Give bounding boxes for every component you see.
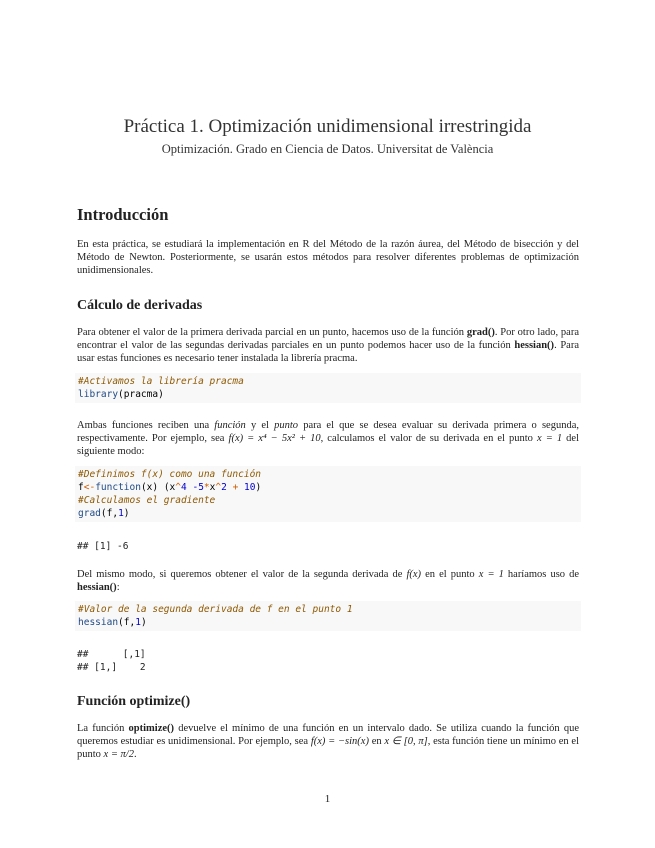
- code-block-grad: #Definimos f(x) como una función f<-function(x) (x^4 -5*x^2 + 10) #Calculamos el gradiente grad(f,1): [75, 466, 581, 522]
- hessian-keyword: hessian(): [514, 340, 555, 351]
- optimize-keyword: optimize(): [128, 723, 175, 734]
- page-subtitle: Optimización. Grado en Ciencia de Datos. Universitat de València: [161, 142, 494, 156]
- output-grad: ## [1] -6: [77, 541, 129, 552]
- derivadas-paragraph-3: Del mismo modo, si queremos obtener el valor de la segunda derivada de f(x) en el punto x = 1 haríamos uso de hessian():: [77, 569, 580, 593]
- output-hessian: ## [,1] ## [1,] 2: [77, 649, 146, 673]
- math-f-def: f(x) = x⁴ − 5x² + 10: [228, 433, 321, 444]
- heading-introduccion: Introducción: [77, 205, 169, 224]
- optimize-paragraph: La función optimize() devuelve el mínimo de una función en un intervalo dado. Se utiliza cuando la función que queremos estudiar es unidimensional. Por ejemplo, sea f(x) = −sin(x) en x ∈ [0, π], esta función tiene un mínimo en el punto x = π/2.: [77, 723, 579, 760]
- page-number: 1: [324, 793, 331, 805]
- page-title: Práctica 1. Optimización unidimensional irrestringida: [123, 116, 532, 137]
- code-block-library: #Activamos la librería pracma library(pracma): [75, 373, 581, 403]
- derivadas-paragraph-1: Para obtener el valor de la primera derivada parcial en un punto, hacemos uso de la función grad(). Por otro lado, para encontrar el valor de las segundas derivadas parciales en un punto podemos hacer uso de la función hessian(). Para usar estas funciones es necesario tener instalada la librería pracma.: [77, 327, 579, 364]
- derivadas-paragraph-2: Ambas funciones reciben una función y el punto para el que se desea evaluar su derivada primera o segunda, respectivamente. Por ejemplo, sea f(x) = x⁴ − 5x² + 10, calculamos el valor de su derivada en el punto x = 1 del siguiente modo:: [77, 420, 580, 457]
- code-block-hessian: #Valor de la segunda derivada de f en el punto 1 hessian(f,1): [75, 601, 581, 631]
- heading-calculo-derivadas: Cálculo de derivadas: [77, 298, 203, 313]
- intro-paragraph: En esta práctica, se estudiará la implementación en R del Método de la razón áurea, del Método de bisección y del Método de Newton. Posteriormente, se usarán estos métodos para resolver diferentes problemas de optimización unidimensionales.: [77, 239, 579, 276]
- grad-keyword: grad(): [466, 327, 495, 338]
- heading-funcion-optimize: Función optimize(): [77, 694, 191, 709]
